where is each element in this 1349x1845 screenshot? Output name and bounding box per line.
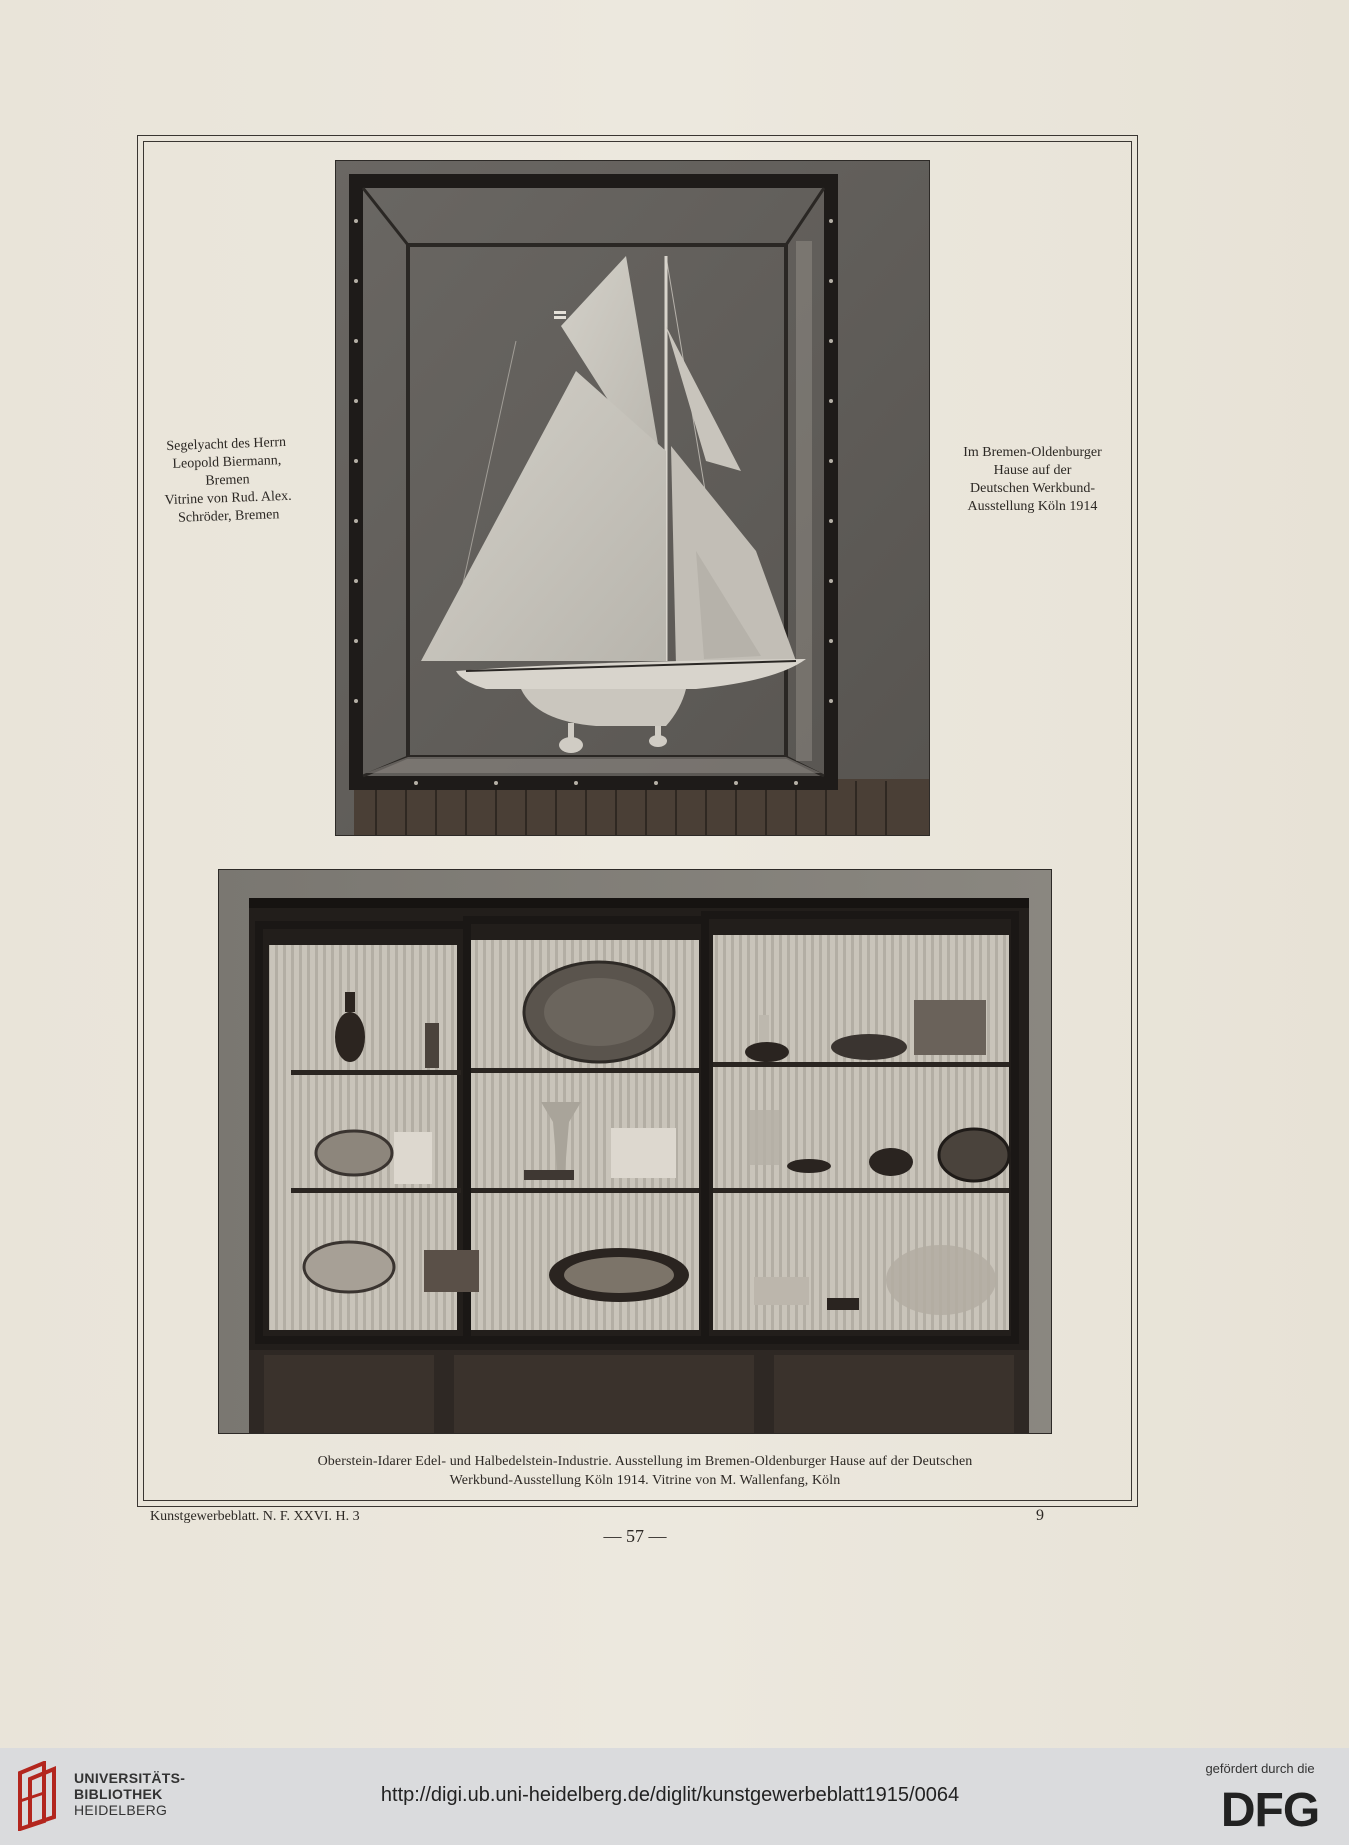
university-library-logo-icon [14, 1761, 66, 1831]
funded-by-label: gefördert durch die [1205, 1761, 1315, 1776]
caption-line: Werkbund-Ausstellung Köln 1914. Vitrine von M. Wallenfang, Köln [449, 1473, 841, 1488]
sheet-number: 9 [1036, 1507, 1044, 1524]
caption-line: Bremen [205, 472, 250, 489]
library-name [74, 1770, 185, 1818]
library-footer-bar [0, 1748, 1349, 1845]
caption-line: Vitrine von Rud. Alex. [164, 488, 292, 509]
cabinet-caption [200, 1452, 1090, 1490]
yacht-caption-left [148, 433, 306, 528]
library-name-line: UNIVERSITÄTS- [74, 1770, 186, 1786]
caption-line: Segelyacht des Herrn [166, 434, 287, 455]
dfg-logo: DFG [1220, 1784, 1320, 1837]
library-name-line: BIBLIOTHEK [74, 1786, 163, 1802]
yacht-vitrine-photo [336, 161, 929, 835]
caption-line: Leopold Biermann, [172, 453, 282, 472]
yacht-caption-right [945, 444, 1120, 516]
page-number: — 57 — [603, 1526, 667, 1546]
cabinet-vitrine-illustration [219, 870, 1051, 1433]
caption-line: Hause auf der [993, 463, 1072, 478]
caption-line: Schröder, Bremen [177, 507, 280, 526]
journal-reference: Kunstgewerbeblatt. N. F. XXVI. H. 3 [150, 1509, 360, 1524]
cabinet-vitrine-photo [219, 870, 1051, 1433]
yacht-vitrine-illustration [336, 161, 929, 835]
caption-line: Im Bremen-Oldenburger [963, 445, 1102, 460]
library-name-line: HEIDELBERG [74, 1802, 168, 1818]
caption-line: Ausstellung Köln 1914 [967, 499, 1098, 514]
permalink-url[interactable]: http://digi.ub.uni-heidelberg.de/diglit/kunstgewerbeblatt1915/0064 [380, 1784, 960, 1806]
caption-line: Oberstein-Idarer Edel- und Halbedelstein-Industrie. Ausstellung im Bremen-Oldenburger Hause auf der Deutschen [317, 1454, 973, 1469]
caption-line: Deutschen Werkbund- [970, 481, 1095, 496]
